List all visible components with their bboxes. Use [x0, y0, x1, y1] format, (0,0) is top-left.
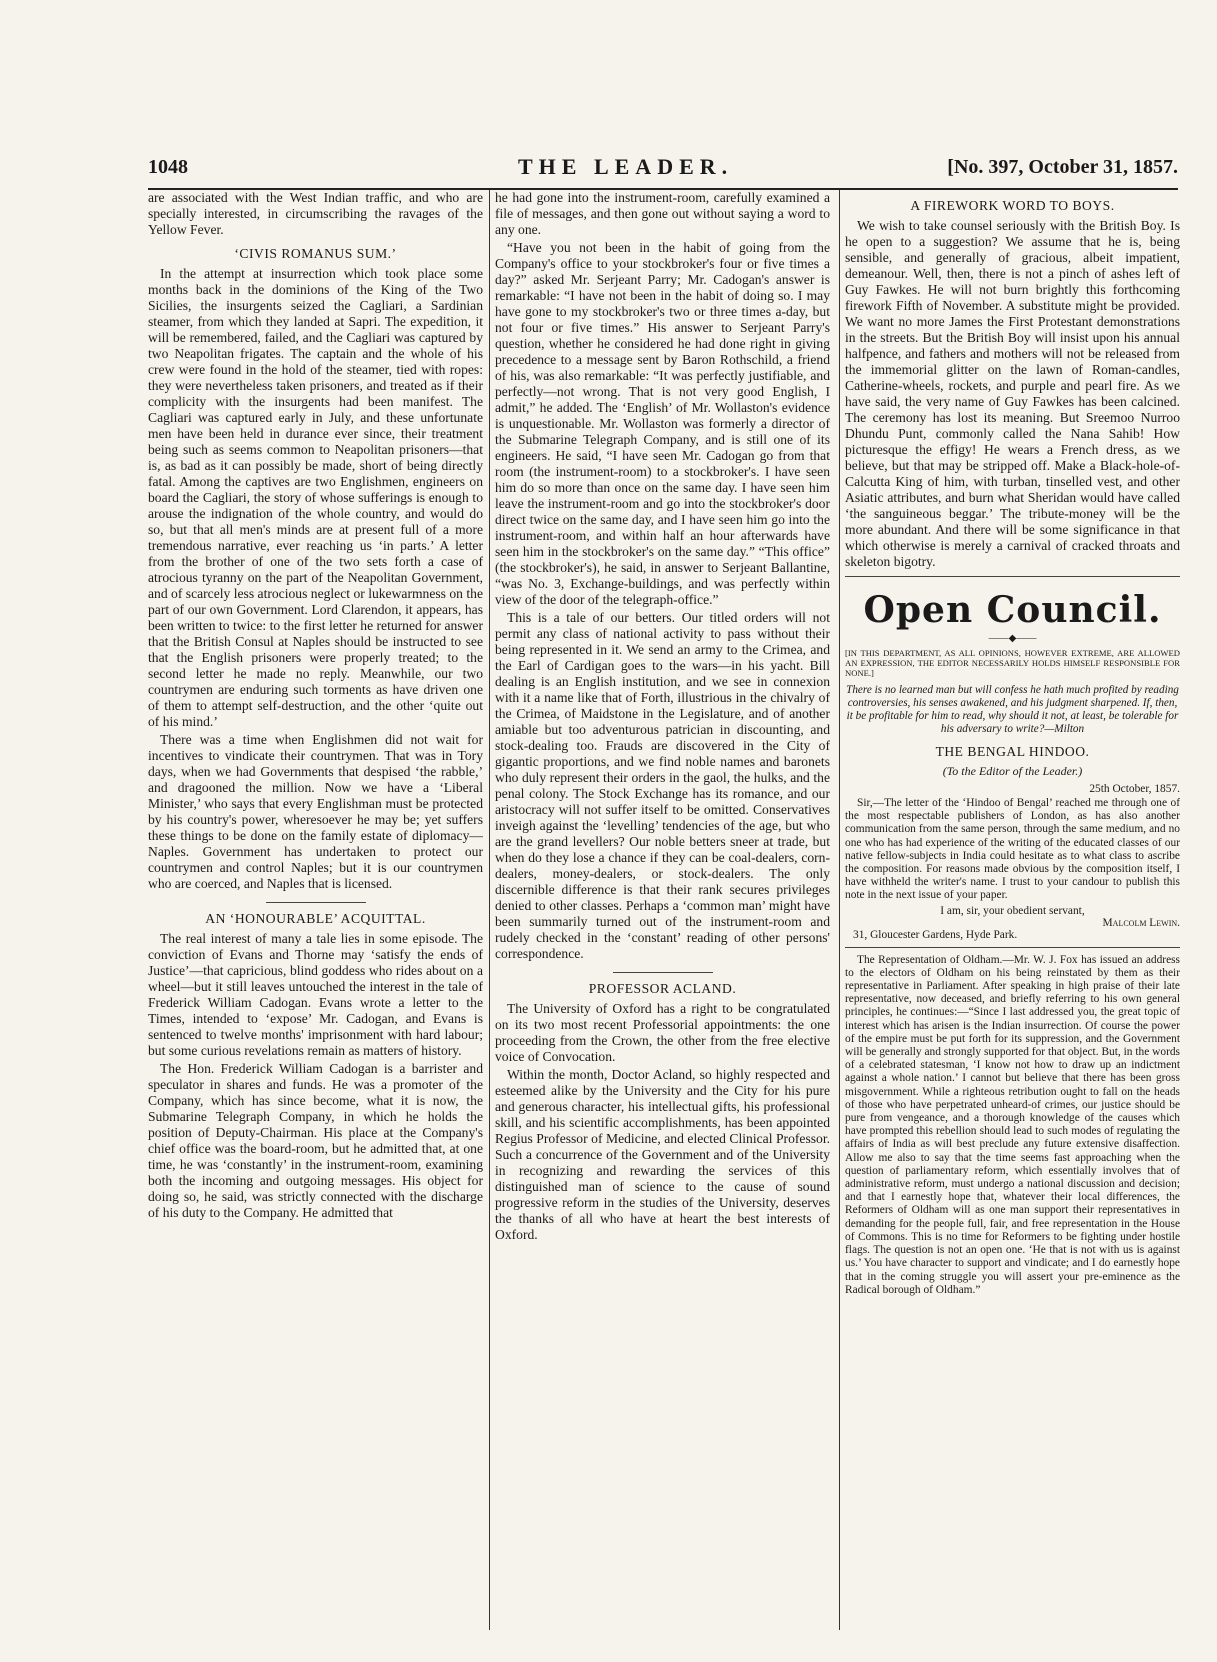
open-council-title: Open Council.: [863, 589, 1162, 631]
oldham-paragraph: The Representation of Oldham.—Mr. W. J. Fox has issued an address to the electors of Oldham on his being reinstated by them as their representative in Parliament. After speaking in high praise of their late representative, now deceased, and briefly referring to his own general principles, he continues:—“Since I last addressed you, the great topic of interest which has arisen is the Indian insurrection. Of course the power of the empire must be put forth for its suppression, and the Government will be generally and strongly supported for that object. But, in the words of a celebrated statesman, ‘I know not how to draw up an indictment against a whole nation.’ I cannot but believe that there has been gross misgovernment. While a righteous retribution ought to fall on the heads of those who have perpetrated unheard-of crimes, our justice should be pure from vengeance, and a thorough knowledge of the causes which have prompted this rebellion should lead to such modes of regulating the affairs of India as will best preclude any future extensive disaffection. Allow me also to say that the time seems fast approaching when the question of parliamentary reform, which essentially involves that of administrative reform, must undergo a national discussion and decision; and that I earnestly hope that, whatever their local differences, the Reformers of Oldham will as one man support their representatives in demanding for the people full, fair, and free representation in the House of Commons. This is no time for Reformers to be fighting under hostile flags. The question is not an open one. ‘He that is not with us is against us.’ You have character to support and vindicate; and I do earnestly hope that in the coming struggle you will assert your pre-eminence as the Radical borough of Oldham.”: [845, 953, 1180, 1296]
acland-paragraph-1: The University of Oxford has a right to be congratulated on its two most recent Professorial appointments: the one proceeding from the Crown, the other from the free elective voice of Convocation.: [495, 1001, 830, 1064]
letter-date: 25th October, 1857.: [1089, 783, 1180, 795]
milton-motto: There is no learned man but will confess he hath much profited by reading controversies, his senses awakened, and his judgment sharpened. If, then, it be profitable for him to read, why should it not, at least, be tolerable for his adversary to write?—Milton: [846, 684, 1179, 735]
editor-note: [IN THIS DEPARTMENT, AS ALL OPINIONS, HOWEVER EXTREME, ARE ALLOWED AN EXPRESSION, THE EDITOR NECESSARILY HOLDS HIMSELF RESPONSIBLE FOR NONE.]: [845, 648, 1180, 678]
col2-paragraph-2: “Have you not been in the habit of going from the Company's office to your stockbroker's four or five times a day?” asked Mr. Serjeant Parry; Mr. Cadogan's answer is remarkable: “I have not been in the habit of doing so. I may have gone to my stockbroker's two or three times a-day, but not four or five times.” His answer to Serjeant Parry's question, whether he considered he had done right in giving precedence to a message sent by Baron Rothschild, a friend of his, was also remarkable: “It was perfectly justifiable, and perfectly—not wrong. That is not very good English, I admit,” he added. The ‘English’ of Mr. Wollaston's evidence is unquestionable. Mr. Wollaston was formerly a director of the Submarine Telegraph Company, and is still one of its engineers. He said, “I have seen Mr. Cadogan go from that room (the instrument-room) to a stockbroker's. I have seen him do so more than once on the same day. I have seen him leave the instrument-room and go into the stockbroker's door direct twice on the same day, and I have seen him go into the instrument-room, and within half an hour afterwards have seen him in the stockbroker's on the same day.” “This office” (the stockbroker's), he said, in answer to Serjeant Ballantine, “was No. 3, Exchange-buildings, and was perfectly within view of the door of the telegraph-office.”: [495, 240, 830, 607]
column-1: [148, 190, 483, 1630]
firework-heading: A FIREWORK WORD TO BOYS.: [910, 198, 1115, 213]
section-divider: [845, 576, 1180, 577]
column-3: [845, 190, 1180, 1630]
ornament-icon: ——◆——: [988, 633, 1037, 644]
issue-date: [No. 397, October 31, 1857.: [947, 156, 1178, 178]
column-divider: [489, 190, 490, 1630]
letter-body: Sir,—The letter of the ‘Hindoo of Bengal’ reached me through one of the most respectable publishers of London, as has also another communication from the same person, through the same medium, and no one who has had experience of the writing of the educated classes of our native fellow-subjects in India could hesitate as to what class to ascribe the composition. For reasons made obvious by the composition itself, I have withheld the writer's name. I trust to your candour to publish this note in the next issue of your paper.: [845, 797, 1180, 902]
paper-title: THE LEADER.: [518, 154, 734, 179]
firework-paragraph: We wish to take counsel seriously with the British Boy. Is he open to a suggestion? We assume that he is, being sensible, and generally of gracious, albeit impatient, demeanour. Well, then, there is not a pinch of ashes left of Guy Fawkes. He will not burn brightly this forthcoming firework Fifth of November. A substitute might be provided. We want no more James the First Protestant demonstrations in the streets. But the British Boy will insist upon his annual halfpence, and fathers and mothers will not be released from the immemorial glitter on the lawn of Roman-candles, Catherine-wheels, rockets, and purple and pearl fire. As we have said, the very name of Guy Fawkes has been calcined. The ceremony has lost its meaning. But Sreemoo Nurroo Dhundu Punt, commonly called the Nana Sahib! How picturesque the effigy! He wears a French dress, as we believe, but that may be stripped off. Make a Black-hole-of-Calcutta King of him, with turban, tinselled vest, and other Asiatic attributes, and burn what Sheridan would have called ‘the sanguineous beggar.’ The tribute-money will be the more abundant. And there will be some significance in that which otherwise is merely a carnival of cracked throats and skeleton bigotry.: [845, 218, 1180, 569]
civis-paragraph-1: In the attempt at insurrection which took place some months back in the dominions of the King of the Two Sicilies, the insurgents seized the Cagliari, a Sardinian steamer, from which they landed at Sapri. The expedition, it will be remembered, failed, and the Cagliari was captured by two Neapolitan frigates. The captain and the whole of his crew were found in the hold of the steamer, tied with ropes: they were nevertheless taken prisoners, and treated as if their complicity with the insurgents had been manifest. The Cagliari was captured early in July, and these unfortunate men have been held in durance ever since, their treatment being such as seems common to Neapolitan prisoners—that is, as bad as it can possibly be made, short of being directly fatal. Among the captives are two Englishmen, engineers on board the Cagliari, the story of whose sufferings is enough to arouse the indignation of the whole country, and would do so, but that all men's minds are at present full of a more tremendous narrative, ever reaching us ‘in parts.’ A letter from the brother of one of the two sets forth a case of atrocious tyranny on the part of the Neapolitan Government, and of scarcely less atrocious neglect or lukewarmness on the part of our own Government. Lord Clarendon, it appears, has been written to twice: to the first letter he returned for answer that the British Consul at Naples should be instructed to see that the English prisoners were properly treated; to the second letter he made no reply. Meanwhile, our two countrymen are enduring such torments as have driven one of them to attempt self-destruction, and the other ‘quite out of his mind.’: [148, 266, 483, 729]
col1-intro: are associated with the West Indian traffic, and who are specially interested, in circumscribing the ravages of the Yellow Fever.: [148, 190, 483, 237]
bengal-heading: THE BENGAL HINDOO.: [935, 744, 1090, 759]
letter-closing: I am, sir, your obedient servant,: [940, 904, 1085, 917]
acland-heading: PROFESSOR ACLAND.: [588, 981, 737, 996]
section-divider: [613, 972, 713, 973]
acquittal-paragraph-2: The Hon. Frederick William Cadogan is a barrister and speculator in shares and funds. He was a promoter of the Company, which has since become, what it is now, the Submarine Telegraph Company, in which he holds the position of Deputy-Chairman. His place at the Company's chief office was the board-room, but he admitted that, at one time, he was ‘constantly’ in the instrument-room, examining both the incoming and outgoing messages. His object for doing so, he said, was strictly connected with the discharge of his duty to the Company. He admitted that: [148, 1061, 483, 1220]
col2-paragraph-3: This is a tale of our betters. Our titled orders will not permit any class of national activity to pass without their being represented in it. We send an army to the Crimea, and the Earl of Cardigan goes to the wars—in his yacht. Bill dealing is an English institution, and we see in connexion with it a name like that of Forth, illustrious in the chivalry of the Crimea, of Maidstone in the Legislature, and of another amiable but too adventurous patrician in discounting, and stock-dealing too. Frauds are discovered in the City of gigantic proportions, and we find noble names and baronets who duly represent their orders in the gaol, the hulks, and the penal colony. The Stock Exchange has its romance, and our aristocracy will not suffer itself to be omitted. Conservatives inveigh against the ‘levelling’ tendencies of the age, but who are the grand levellers? Our noble betters sneer at trade, but when do they lose a chance if they can be coal-dealers, corn-dealers, money-dealers, or stock-dealers. The only discernible difference is that their rank secures privileges denied to other classes. Perhaps a ‘common man’ might have been summarily turned out of the instrument-room and rudely checked in the ‘constant’ reading of other persons' correspondence.: [495, 610, 830, 961]
letter-address: 31, Gloucester Gardens, Hyde Park.: [853, 928, 1018, 941]
column-2: [495, 190, 830, 1630]
acland-paragraph-2: Within the month, Doctor Acland, so highly respected and esteemed alike by the University and the City for his pure and generous character, his intellectual gifts, his professional skill, and his scientific accomplishments, has been appointed Regius Professor of Medicine, and elected Clinical Professor. Such a concurrence of the Government and of the University in recognizing and rewarding the services of this distinguished man of science to the cause of sound progressive reform in the studies of the University, deserves the thanks of all who have at heart the best interests of Oxford.: [495, 1067, 830, 1242]
letter-subheading: (To the Editor of the Leader.): [942, 764, 1083, 778]
section-divider: [845, 947, 1180, 948]
column-divider: [839, 190, 840, 1630]
letter-signature: Malcolm Lewin.: [1102, 916, 1180, 929]
acquittal-paragraph-1: The real interest of many a tale lies in some episode. The conviction of Evans and Thorne may ‘satisfy the ends of Justice’—that capricious, blind goddess who rides about on a wheel—but it still leaves untouched the interest in the tale of Frederick William Cadogan. Evans wrote a letter to the Times, intended to ‘expose’ Mr. Cadogan, and Evans is sentenced to twelve months' imprisonment with hard labour; but some curious revelations remain as matters of history.: [148, 931, 483, 1058]
civis-paragraph-2: There was a time when Englishmen did not wait for incentives to vindicate their countrymen. That was in Tory days, when we had Governments that despised ‘the rabble,’ and dragooned the million. Now we have a ‘Liberal Minister,’ who says that every Englishman must be protected by his country's power, wheresoever he may be; yet suffers these things to be done on the family estate of diplomacy—Naples. Government has undertaken to protect our countrymen and control Naples; but it is our countrymen who are coerced, and Naples that is licensed.: [148, 732, 483, 891]
col2-paragraph-1: he had gone into the instrument-room, carefully examined a file of messages, and then gone out without saying a word to any one.: [495, 190, 830, 237]
section-divider: [266, 902, 366, 903]
civis-heading: ‘CIVIS ROMANUS SUM.’: [234, 246, 397, 261]
masthead: [148, 150, 1178, 190]
page-number: 1048: [148, 156, 188, 178]
acquittal-heading: AN ‘HONOURABLE’ ACQUITTAL.: [205, 911, 426, 926]
